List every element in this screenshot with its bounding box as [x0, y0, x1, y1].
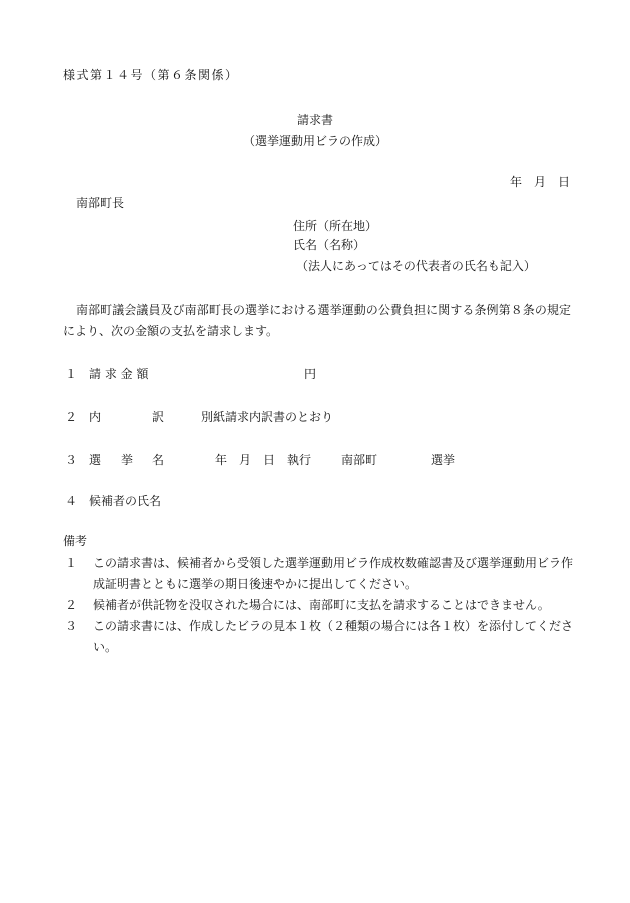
item-label: 候補者の氏名: [89, 494, 162, 508]
item-value: 別紙請求内訳書のとおり: [201, 410, 334, 424]
name-note: （法人にあってはその代表者の氏名も記入）: [296, 259, 536, 273]
document-title: 請求書: [296, 113, 333, 127]
item-label-part: 挙: [121, 453, 134, 467]
item-amount: [63, 365, 573, 381]
remark-number: ２: [65, 598, 78, 612]
item-election: [63, 451, 573, 467]
election-suffix: 選挙: [431, 453, 456, 467]
remark-note: [65, 616, 574, 658]
name-label: 氏名（名称）: [293, 238, 366, 252]
item-label-part: 内: [89, 410, 102, 424]
election-town: 南部町: [341, 453, 378, 467]
remark-note: [65, 595, 573, 616]
remark-text: 候補者が供託物を没収された場合には、南部町に支払を請求することはできません。: [93, 598, 550, 612]
item-label-part: 訳: [152, 410, 165, 424]
item-candidate: [63, 492, 573, 508]
remark-number: １: [65, 556, 78, 570]
form-number: 様式第１４号（第６条関係）: [63, 68, 239, 82]
item-label: 請 求 金 額: [89, 367, 149, 381]
remark-text: この請求書には、作成したビラの見本１枚（２種類の場合には各１枚）を添付してください。: [93, 619, 574, 654]
request-body-text: 南部町議会議員及び南部町長の選挙における選挙運動の公費負担に関する条例第８条の規定により、次の金額の支払を請求します。: [63, 303, 571, 338]
remark-note: [65, 553, 574, 595]
item-number: ４: [65, 494, 78, 508]
addressee: 南部町長: [76, 196, 125, 210]
item-number: ３: [65, 453, 78, 467]
date-line: 年 月 日: [509, 175, 570, 189]
document-subtitle: （選挙運動用ビラの作成）: [242, 134, 387, 148]
item-label-part: 選: [89, 453, 102, 467]
remark-number: ３: [65, 619, 78, 633]
remarks-heading: 備考: [63, 534, 88, 548]
item-number: １: [65, 367, 78, 381]
remark-text: この請求書は、候補者から受領した選挙運動用ビラ作成枚数確認書及び選挙運動用ビラ作成証明書とともに選挙の期日後速やかに提出してください。: [93, 556, 574, 591]
item-unit: 円: [304, 367, 317, 381]
election-date-text: 年 月 日 執行: [215, 453, 312, 467]
address-label: 住所（所在地）: [293, 219, 378, 233]
item-number: ２: [65, 410, 78, 424]
item-breakdown: [63, 408, 573, 424]
item-label-part: 名: [152, 453, 165, 467]
